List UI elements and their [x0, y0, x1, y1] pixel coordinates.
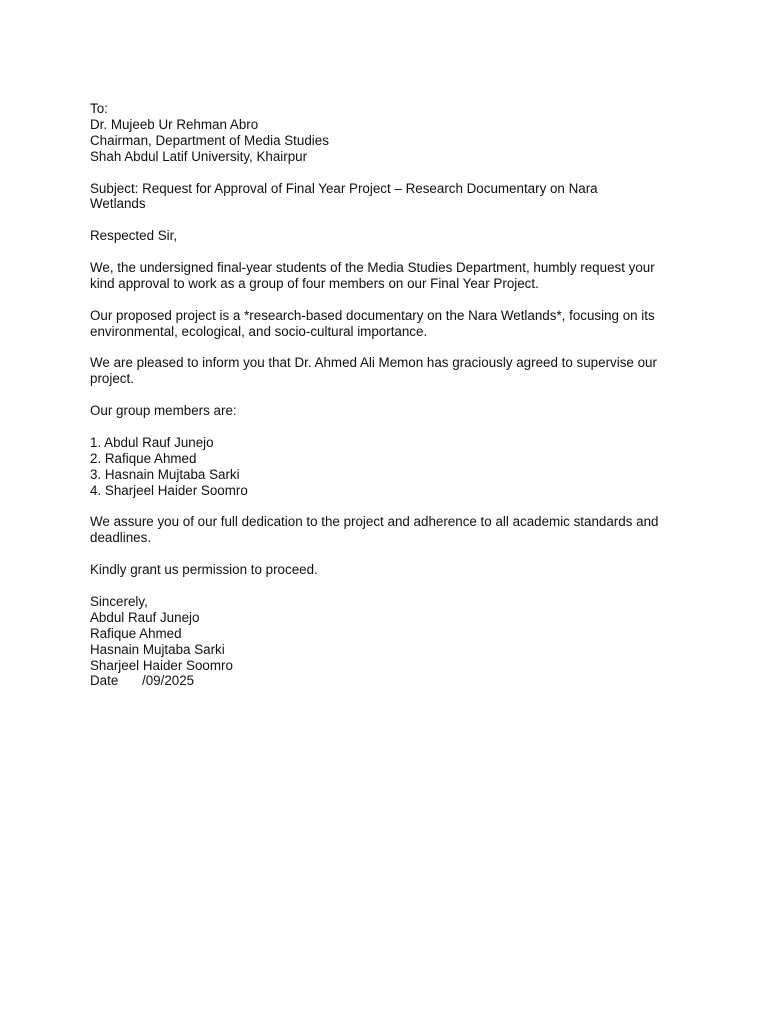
salutation: Respected Sir, — [90, 228, 178, 244]
paragraph-supervisor: We are pleased to inform you that Dr. Ahmed Ali Memon has graciously agreed to supervise our project. — [90, 355, 657, 387]
signature-block — [90, 594, 690, 689]
member-item: 2. Rafique Ahmed — [90, 450, 197, 466]
members-list — [90, 435, 690, 499]
signatory-name: Abdul Rauf Junejo — [90, 609, 200, 625]
subject-line: Subject: Request for Approval of Final Year Project – Research Documentary on Nara Wetlands — [90, 180, 598, 212]
member-item: 3. Hasnain Mujtaba Sarki — [90, 466, 240, 482]
recipient-name: Dr. Mujeeb Ur Rehman Abro — [90, 116, 259, 132]
members-intro: Our group members are: — [90, 403, 237, 419]
recipient-block — [90, 101, 690, 165]
member-item: 1. Abdul Rauf Junejo — [90, 434, 214, 450]
spacer — [90, 387, 690, 403]
spacer — [90, 292, 690, 308]
recipient-title: Chairman, Department of Media Studies — [90, 132, 329, 148]
signatory-name: Hasnain Mujtaba Sarki — [90, 641, 225, 657]
date-row — [90, 673, 690, 689]
signatory-name: Rafique Ahmed — [90, 625, 182, 641]
spacer — [90, 419, 690, 435]
signoff: Sincerely, — [90, 593, 148, 609]
spacer — [90, 165, 690, 181]
letter-body — [90, 101, 690, 689]
paragraph-project: Our proposed project is a *research-based documentary on the Nara Wetlands*, focusing on its environmental, ecological, and socio-cultural importance. — [90, 307, 655, 339]
spacer — [90, 578, 690, 594]
date-value: /09/2025 — [142, 673, 195, 689]
to-label: To: — [90, 101, 108, 116]
spacer — [90, 499, 690, 515]
spacer — [90, 212, 690, 228]
spacer — [90, 546, 690, 562]
member-item: 4. Sharjeel Haider Soomro — [90, 482, 248, 498]
recipient-institution: Shah Abdul Latif University, Khairpur — [90, 148, 308, 164]
paragraph-assurance: We assure you of our full dedication to the project and adherence to all academic standards and deadlines. — [90, 514, 659, 546]
spacer — [90, 340, 690, 356]
date-label: Date — [90, 673, 119, 689]
paragraph-request: We, the undersigned final-year students of the Media Studies Department, humbly request your kind approval to work as a group of four members on our Final Year Project. — [90, 260, 655, 291]
paragraph-permission: Kindly grant us permission to proceed. — [90, 562, 318, 578]
signatory-name: Sharjeel Haider Soomro — [90, 657, 233, 673]
spacer — [90, 244, 690, 260]
